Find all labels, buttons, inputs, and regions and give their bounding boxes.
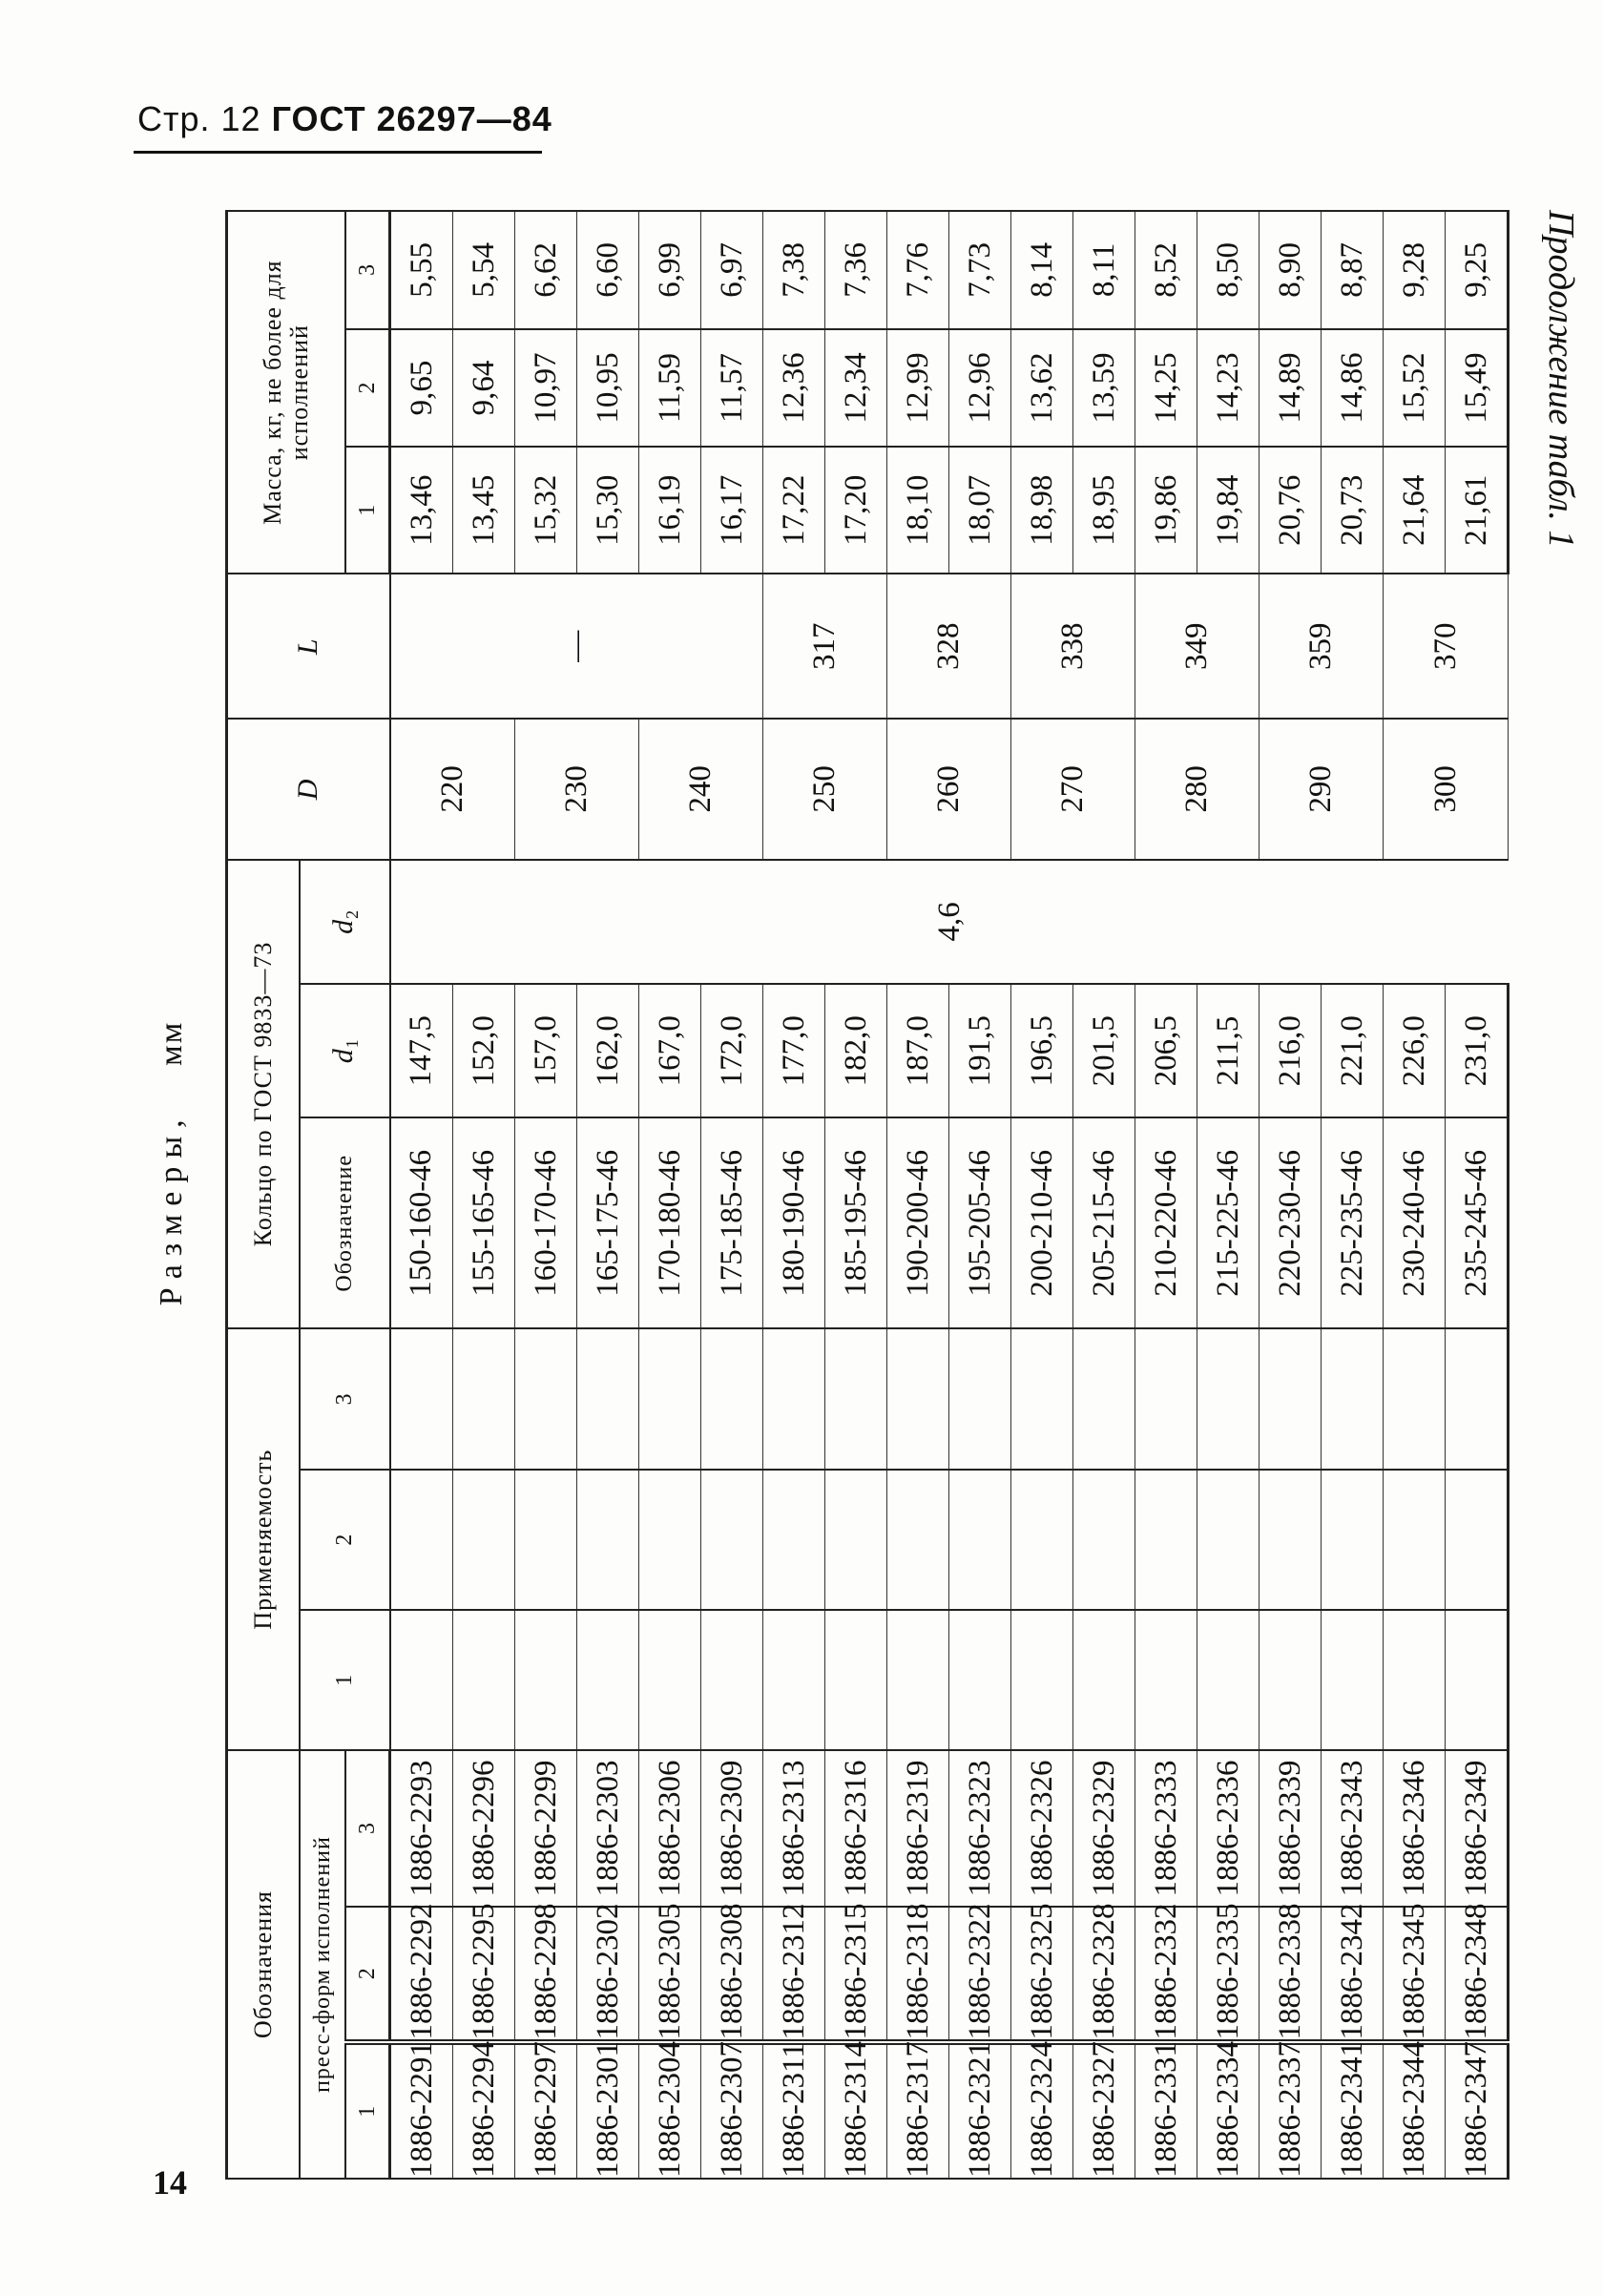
cell-D: 230	[515, 719, 639, 859]
table-row	[763, 211, 825, 2179]
cell-oboz-1: 1886-2327	[1073, 2042, 1135, 2179]
cell-massa-3: 8,50	[1197, 211, 1260, 329]
header-d1-sub: 1	[342, 1038, 362, 1049]
cell-massa-1: 18,10	[887, 447, 949, 574]
cell-prim-2	[1135, 1470, 1197, 1610]
cell-D: 250	[763, 719, 887, 859]
cell-prim-1	[949, 1610, 1011, 1750]
cell-oboz-3: 1886-2316	[825, 1750, 887, 1907]
cell-massa-3: 6,97	[701, 211, 763, 329]
cell-oboz-2: 1886-2322	[949, 1907, 1011, 2043]
header-prim-3: 3	[300, 1328, 390, 1469]
cell-d1: 216,0	[1260, 984, 1322, 1117]
cell-massa-1: 21,61	[1446, 447, 1509, 574]
cell-massa-1: 13,45	[453, 447, 515, 574]
cell-d1: 147,5	[390, 984, 453, 1117]
cell-prim-2	[639, 1470, 701, 1610]
cell-prim-1	[515, 1610, 577, 1750]
cell-prim-3	[887, 1328, 949, 1469]
cell-massa-2: 9,65	[390, 329, 453, 448]
cell-ring-oboz: 175-185-46	[701, 1117, 763, 1328]
cell-prim-1	[1446, 1610, 1509, 1750]
cell-d1: 206,5	[1135, 984, 1197, 1117]
cell-prim-1	[1260, 1610, 1322, 1750]
cell-massa-1: 17,22	[763, 447, 825, 574]
table-row	[1322, 211, 1384, 2179]
cell-oboz-3: 1886-2313	[763, 1750, 825, 1907]
cell-prim-1	[390, 1610, 453, 1750]
header-koltso-oboz: Обозначение	[300, 1117, 390, 1328]
header-L-label: L	[292, 637, 324, 656]
cell-oboz-2: 1886-2335	[1197, 1907, 1260, 2043]
cell-oboz-2: 1886-2325	[1011, 1907, 1073, 2043]
cell-d1: 172,0	[701, 984, 763, 1117]
table-row	[1011, 211, 1073, 2179]
cell-L: 317	[763, 574, 887, 719]
cell-prim-3	[763, 1328, 825, 1469]
cell-ring-oboz: 235-245-46	[1446, 1117, 1509, 1328]
cell-massa-2: 11,59	[639, 329, 701, 448]
cell-ring-oboz: 200-210-46	[1011, 1117, 1073, 1328]
table-row	[390, 211, 453, 2179]
cell-prim-1	[1011, 1610, 1073, 1750]
cell-oboz-1: 1886-2291	[390, 2042, 453, 2179]
cell-prim-3	[1446, 1328, 1509, 1469]
cell-massa-2: 15,49	[1446, 329, 1509, 448]
cell-d1: 167,0	[639, 984, 701, 1117]
cell-prim-1	[1135, 1610, 1197, 1750]
cell-d1: 226,0	[1384, 984, 1446, 1117]
cell-prim-3	[825, 1328, 887, 1469]
cell-L: 359	[1260, 574, 1384, 719]
cell-prim-2	[1197, 1470, 1260, 1610]
cell-d2: 4,6	[390, 860, 1509, 985]
cell-massa-3: 8,14	[1011, 211, 1073, 329]
cell-ring-oboz: 195-205-46	[949, 1117, 1011, 1328]
header-massa: Масса, кг, не более для исполнений	[227, 211, 346, 574]
header-rule	[134, 151, 542, 154]
page-label: Стр. 12	[137, 99, 261, 138]
cell-ring-oboz: 185-195-46	[825, 1117, 887, 1328]
header-L	[227, 574, 390, 719]
cell-L-dash: —	[390, 574, 763, 719]
table-row	[639, 211, 701, 2179]
cell-prim-3	[577, 1328, 639, 1469]
header-massa-3: 3	[345, 211, 390, 329]
header-massa-2: 2	[345, 329, 390, 448]
cell-massa-2: 11,57	[701, 329, 763, 448]
cell-d1: 157,0	[515, 984, 577, 1117]
cell-oboz-2: 1886-2345	[1384, 1907, 1446, 2043]
cell-massa-1: 18,95	[1073, 447, 1135, 574]
cell-ring-oboz: 210-220-46	[1135, 1117, 1197, 1328]
cell-oboz-3: 1886-2293	[390, 1750, 453, 1907]
header-massa-1: 1	[345, 447, 390, 574]
cell-d1: 196,5	[1011, 984, 1073, 1117]
cell-massa-2: 13,59	[1073, 329, 1135, 448]
cell-D: 220	[390, 719, 515, 859]
header-d2	[300, 860, 390, 985]
cell-oboz-1: 1886-2331	[1135, 2042, 1197, 2179]
rotated-table-container	[225, 210, 1493, 2180]
cell-oboz-1: 1886-2344	[1384, 2042, 1446, 2179]
cell-oboz-2: 1886-2342	[1322, 1907, 1384, 2043]
cell-oboz-2: 1886-2332	[1135, 1907, 1197, 2043]
cell-oboz-2: 1886-2308	[701, 1907, 763, 2043]
cell-prim-1	[1197, 1610, 1260, 1750]
cell-oboz-1: 1886-2341	[1322, 2042, 1384, 2179]
cell-D: 270	[1011, 719, 1135, 859]
cell-oboz-1: 1886-2294	[453, 2042, 515, 2179]
cell-ring-oboz: 190-200-46	[887, 1117, 949, 1328]
cell-prim-3	[1073, 1328, 1135, 1469]
cell-oboz-1: 1886-2304	[639, 2042, 701, 2179]
cell-prim-3	[701, 1328, 763, 1469]
header-oboznacheniya: Обозначения	[227, 1750, 301, 2179]
cell-oboz-3: 1886-2339	[1260, 1750, 1322, 1907]
cell-massa-3: 6,62	[515, 211, 577, 329]
cell-prim-3	[1384, 1328, 1446, 1469]
cell-ring-oboz: 205-215-46	[1073, 1117, 1135, 1328]
cell-massa-1: 19,84	[1197, 447, 1260, 574]
cell-massa-2: 14,89	[1260, 329, 1322, 448]
section-title	[154, 915, 190, 1411]
cell-prim-3	[453, 1328, 515, 1469]
cell-d1: 187,0	[887, 984, 949, 1117]
cell-oboz-2: 1886-2348	[1446, 1907, 1509, 2043]
cell-massa-2: 12,99	[887, 329, 949, 448]
cell-prim-1	[825, 1610, 887, 1750]
cell-oboz-1: 1886-2317	[887, 2042, 949, 2179]
cell-massa-2: 12,36	[763, 329, 825, 448]
cell-L: 370	[1384, 574, 1509, 719]
cell-prim-3	[949, 1328, 1011, 1469]
header-d2-sub: 2	[342, 908, 362, 919]
dimensions-table	[225, 210, 1509, 2180]
cell-oboz-3: 1886-2303	[577, 1750, 639, 1907]
cell-oboz-3: 1886-2346	[1384, 1750, 1446, 1907]
cell-oboz-3: 1886-2329	[1073, 1750, 1135, 1907]
cell-prim-2	[701, 1470, 763, 1610]
table-row	[1446, 211, 1509, 2179]
cell-prim-2	[577, 1470, 639, 1610]
cell-ring-oboz: 225-235-46	[1322, 1117, 1384, 1328]
table-row	[825, 211, 887, 2179]
cell-oboz-1: 1886-2324	[1011, 2042, 1073, 2179]
cell-massa-1: 20,76	[1260, 447, 1322, 574]
header-isp-1: 1	[345, 2042, 390, 2179]
cell-ring-oboz: 180-190-46	[763, 1117, 825, 1328]
cell-oboz-2: 1886-2315	[825, 1907, 887, 2043]
cell-massa-1: 18,98	[1011, 447, 1073, 574]
header-isp-3: 3	[345, 1750, 390, 1907]
cell-prim-3	[515, 1328, 577, 1469]
cell-prim-1	[887, 1610, 949, 1750]
table-row	[887, 211, 949, 2179]
continuation-label: Продолжение табл. 1	[1541, 210, 1581, 549]
cell-ring-oboz: 215-225-46	[1197, 1117, 1260, 1328]
cell-massa-3: 6,99	[639, 211, 701, 329]
cell-prim-1	[1073, 1610, 1135, 1750]
cell-oboz-1: 1886-2297	[515, 2042, 577, 2179]
cell-prim-2	[1384, 1470, 1446, 1610]
cell-D: 290	[1260, 719, 1384, 859]
cell-d1: 221,0	[1322, 984, 1384, 1117]
cell-oboz-2: 1886-2328	[1073, 1907, 1135, 2043]
cell-massa-1: 16,19	[639, 447, 701, 574]
cell-oboz-1: 1886-2314	[825, 2042, 887, 2179]
cell-massa-1: 15,32	[515, 447, 577, 574]
cell-oboz-1: 1886-2301	[577, 2042, 639, 2179]
cell-L: 328	[887, 574, 1011, 719]
header-isp-2: 2	[345, 1907, 390, 2043]
table-row	[515, 211, 577, 2179]
table-row	[1197, 211, 1260, 2179]
cell-d1: 177,0	[763, 984, 825, 1117]
cell-massa-3: 7,36	[825, 211, 887, 329]
cell-massa-1: 21,64	[1384, 447, 1446, 574]
cell-prim-2	[390, 1470, 453, 1610]
cell-massa-2: 10,95	[577, 329, 639, 448]
table-row	[949, 211, 1011, 2179]
cell-d1: 211,5	[1197, 984, 1260, 1117]
cell-prim-3	[1135, 1328, 1197, 1469]
cell-oboz-2: 1886-2318	[887, 1907, 949, 2043]
cell-d1: 162,0	[577, 984, 639, 1117]
cell-oboz-1: 1886-2337	[1260, 2042, 1322, 2179]
cell-D: 240	[639, 719, 763, 859]
cell-d1: 152,0	[453, 984, 515, 1117]
cell-oboz-3: 1886-2309	[701, 1750, 763, 1907]
table-row	[701, 211, 763, 2179]
cell-massa-2: 14,86	[1322, 329, 1384, 448]
cell-massa-3: 9,25	[1446, 211, 1509, 329]
cell-prim-3	[1011, 1328, 1073, 1469]
cell-oboz-2: 1886-2298	[515, 1907, 577, 2043]
table-row	[577, 211, 639, 2179]
cell-d1: 191,5	[949, 984, 1011, 1117]
cell-D: 280	[1135, 719, 1260, 859]
cell-prim-1	[577, 1610, 639, 1750]
cell-prim-2	[825, 1470, 887, 1610]
header-prim-1: 1	[300, 1610, 390, 1750]
cell-prim-3	[639, 1328, 701, 1469]
cell-massa-2: 14,23	[1197, 329, 1260, 448]
cell-oboz-3: 1886-2299	[515, 1750, 577, 1907]
header-primenyaemost: Применяемость	[227, 1328, 301, 1750]
cell-ring-oboz: 230-240-46	[1384, 1117, 1446, 1328]
page-number: 14	[153, 2163, 187, 2202]
cell-ring-oboz: 160-170-46	[515, 1117, 577, 1328]
cell-oboz-3: 1886-2319	[887, 1750, 949, 1907]
header-d2-label: d	[326, 918, 359, 934]
section-title-unit: мм	[154, 1020, 189, 1066]
cell-prim-1	[453, 1610, 515, 1750]
cell-oboz-3: 1886-2326	[1011, 1750, 1073, 1907]
cell-oboz-2: 1886-2338	[1260, 1907, 1322, 2043]
cell-massa-3: 6,60	[577, 211, 639, 329]
cell-massa-1: 15,30	[577, 447, 639, 574]
cell-massa-3: 8,11	[1073, 211, 1135, 329]
cell-oboz-3: 1886-2343	[1322, 1750, 1384, 1907]
cell-massa-1: 20,73	[1322, 447, 1384, 574]
table-row	[1073, 211, 1135, 2179]
cell-prim-2	[515, 1470, 577, 1610]
cell-massa-1: 18,07	[949, 447, 1011, 574]
cell-massa-2: 10,97	[515, 329, 577, 448]
cell-prim-1	[701, 1610, 763, 1750]
cell-massa-3: 8,90	[1260, 211, 1322, 329]
cell-oboz-2: 1886-2305	[639, 1907, 701, 2043]
header-D-label: D	[292, 778, 324, 801]
cell-ring-oboz: 165-175-46	[577, 1117, 639, 1328]
cell-massa-1: 16,17	[701, 447, 763, 574]
cell-massa-2: 14,25	[1135, 329, 1197, 448]
cell-oboz-3: 1886-2296	[453, 1750, 515, 1907]
cell-massa-3: 8,52	[1135, 211, 1197, 329]
cell-prim-3	[1322, 1328, 1384, 1469]
cell-massa-2: 15,52	[1384, 329, 1446, 448]
header-d1	[300, 984, 390, 1117]
cell-massa-2: 9,64	[453, 329, 515, 448]
cell-massa-2: 12,96	[949, 329, 1011, 448]
cell-oboz-1: 1886-2307	[701, 2042, 763, 2179]
cell-prim-1	[1384, 1610, 1446, 1750]
cell-oboz-3: 1886-2306	[639, 1750, 701, 1907]
table-row	[1260, 211, 1322, 2179]
cell-oboz-2: 1886-2312	[763, 1907, 825, 2043]
cell-oboz-3: 1886-2323	[949, 1750, 1011, 1907]
cell-D: 300	[1384, 719, 1509, 859]
cell-massa-2: 12,34	[825, 329, 887, 448]
cell-massa-1: 13,46	[390, 447, 453, 574]
table-row	[453, 211, 515, 2179]
cell-oboz-1: 1886-2321	[949, 2042, 1011, 2179]
cell-oboz-3: 1886-2336	[1197, 1750, 1260, 1907]
standard-number: ГОСТ 26297—84	[271, 99, 552, 138]
cell-oboz-3: 1886-2333	[1135, 1750, 1197, 1907]
cell-prim-3	[390, 1328, 453, 1469]
cell-massa-3: 5,55	[390, 211, 453, 329]
header-koltso: Кольцо по ГОСТ 9833—73	[227, 860, 301, 1329]
cell-prim-2	[949, 1470, 1011, 1610]
cell-massa-2: 13,62	[1011, 329, 1073, 448]
cell-prim-3	[1197, 1328, 1260, 1469]
cell-prim-2	[1260, 1470, 1322, 1610]
header-D	[227, 719, 390, 859]
cell-ring-oboz: 220-230-46	[1260, 1117, 1322, 1328]
cell-ring-oboz: 170-180-46	[639, 1117, 701, 1328]
cell-oboz-1: 1886-2311	[763, 2042, 825, 2179]
cell-prim-2	[1446, 1470, 1509, 1610]
cell-d1: 201,5	[1073, 984, 1135, 1117]
cell-oboz-2: 1886-2302	[577, 1907, 639, 2043]
cell-ring-oboz: 155-165-46	[453, 1117, 515, 1328]
cell-oboz-1: 1886-2334	[1197, 2042, 1260, 2179]
table-row	[1135, 211, 1197, 2179]
cell-prim-2	[887, 1470, 949, 1610]
cell-prim-3	[1260, 1328, 1322, 1469]
cell-ring-oboz: 150-160-46	[390, 1117, 453, 1328]
header-d1-label: d	[326, 1048, 359, 1064]
cell-prim-1	[639, 1610, 701, 1750]
cell-D: 260	[887, 719, 1011, 859]
cell-massa-3: 9,28	[1384, 211, 1446, 329]
cell-prim-2	[453, 1470, 515, 1610]
page-header	[137, 99, 552, 139]
cell-L: 338	[1011, 574, 1135, 719]
cell-prim-1	[763, 1610, 825, 1750]
cell-prim-2	[1073, 1470, 1135, 1610]
cell-prim-2	[763, 1470, 825, 1610]
cell-oboz-3: 1886-2349	[1446, 1750, 1509, 1907]
cell-oboz-2: 1886-2295	[453, 1907, 515, 2043]
cell-prim-2	[1011, 1470, 1073, 1610]
cell-d1: 182,0	[825, 984, 887, 1117]
header-press-form: пресс-форм исполнений	[300, 1750, 345, 2179]
cell-massa-1: 19,86	[1135, 447, 1197, 574]
table-body	[390, 211, 1509, 2179]
cell-L: 349	[1135, 574, 1260, 719]
cell-oboz-1: 1886-2347	[1446, 2042, 1509, 2179]
cell-massa-3: 8,87	[1322, 211, 1384, 329]
header-prim-2: 2	[300, 1470, 390, 1610]
cell-massa-3: 7,38	[763, 211, 825, 329]
cell-d1: 231,0	[1446, 984, 1509, 1117]
cell-massa-3: 5,54	[453, 211, 515, 329]
cell-oboz-2: 1886-2292	[390, 1907, 453, 2043]
cell-massa-3: 7,76	[887, 211, 949, 329]
cell-prim-1	[1322, 1610, 1384, 1750]
cell-massa-3: 7,73	[949, 211, 1011, 329]
cell-massa-1: 17,20	[825, 447, 887, 574]
table-row	[1384, 211, 1446, 2179]
section-title-main: Размеры,	[154, 1111, 189, 1306]
cell-prim-2	[1322, 1470, 1384, 1610]
